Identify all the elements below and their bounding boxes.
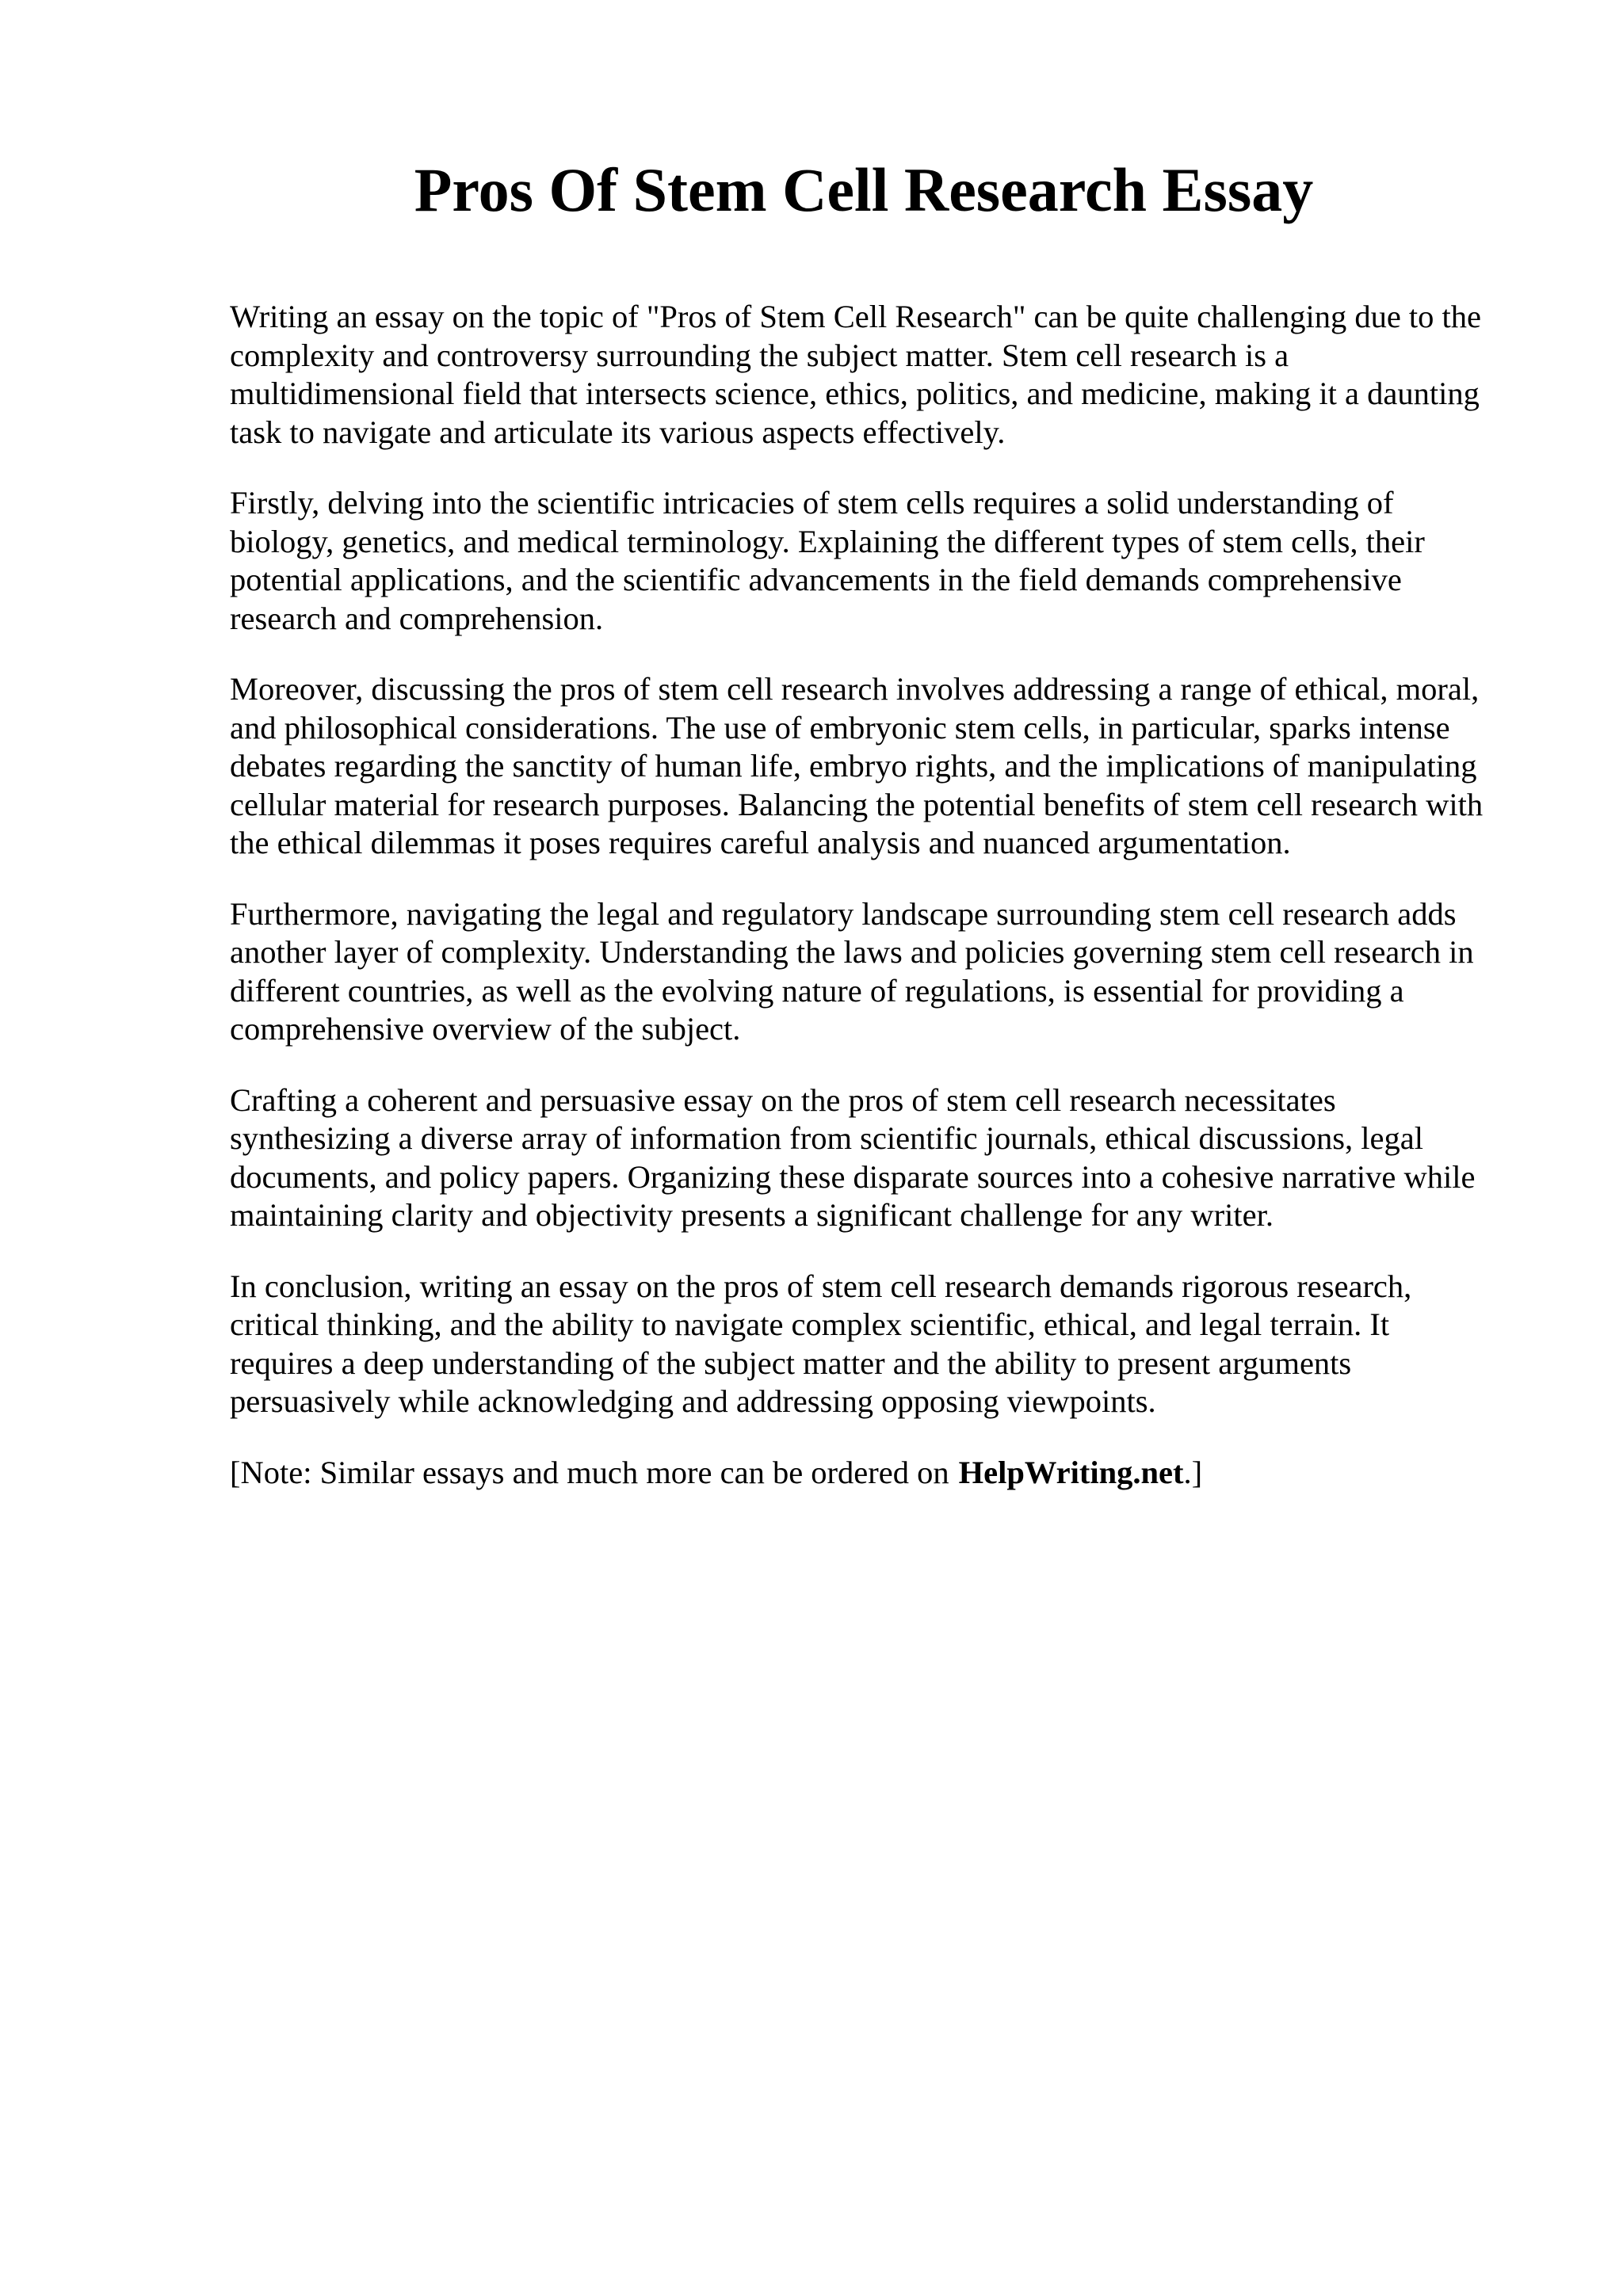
text-line: and philosophical considerations. The use of embryonic stem cells, in particular, sparks intense — [230, 709, 1450, 746]
text-line: persuasively while acknowledging and addressing opposing viewpoints. — [230, 1383, 1156, 1419]
essay-body — [230, 298, 1514, 1524]
text-line: another layer of complexity. Understanding the laws and policies governing stem cell research in — [230, 934, 1474, 970]
text-line: task to navigate and articulate its various aspects effectively. — [230, 414, 1006, 450]
text-line: different countries, as well as the evolving nature of regulations, is essential for providing a — [230, 972, 1404, 1009]
text-line: complexity and controversy surrounding the subject matter. Stem cell research is a — [230, 337, 1289, 373]
text-line: comprehensive overview of the subject. — [230, 1011, 741, 1047]
text-line: biology, genetics, and medical terminology. Explaining the different types of stem cells, their — [230, 523, 1425, 559]
note-paragraph — [230, 1454, 1514, 1493]
text-line: debates regarding the sanctity of human life, embryo rights, and the implications of manipulating — [230, 748, 1477, 784]
paragraph-firstly — [230, 484, 1514, 638]
text-line: Crafting a coherent and persuasive essay on the pros of stem cell research necessitates — [230, 1081, 1336, 1118]
text-line: Moreover, discussing the pros of stem cell research involves addressing a range of ethical, moral, — [230, 671, 1480, 707]
paragraph-conclusion — [230, 1268, 1514, 1421]
text-line: multidimensional field that intersects science, ethics, politics, and medicine, making it a daunting — [230, 376, 1480, 411]
paragraph-crafting — [230, 1081, 1514, 1235]
text-line: documents, and policy papers. Organizing these disparate sources into a cohesive narrative while — [230, 1158, 1476, 1195]
text-line: the ethical dilemmas it poses requires careful analysis and nuanced argumentation. — [230, 825, 1291, 860]
note-line — [230, 1454, 1514, 1493]
text-line: synthesizing a diverse array of information from scientific journals, ethical discussions, legal — [230, 1120, 1423, 1156]
paragraph-furthermore — [230, 895, 1514, 1049]
text-line: Firstly, delving into the scientific intricacies of stem cells requires a solid understanding of — [230, 485, 1394, 521]
text-line: critical thinking, and the ability to navigate complex scientific, ethical, and legal terrain. It — [230, 1306, 1390, 1342]
text-line: cellular material for research purposes. Balancing the potential benefits of stem cell research with — [230, 786, 1484, 822]
paragraph-moreover — [230, 670, 1514, 863]
page-title: Pros Of Stem Cell Research Essay — [414, 155, 1314, 224]
note-prefix: [Note: Similar essays and much more can be ordered on — [230, 1454, 949, 1490]
note-suffix: .] — [1183, 1454, 1203, 1490]
text-line: Furthermore, navigating the legal and regulatory landscape surrounding stem cell research adds — [230, 895, 1457, 932]
text-line: In conclusion, writing an essay on the pros of stem cell research demands rigorous research, — [230, 1268, 1412, 1304]
text-line: potential applications, and the scientific advancements in the field demands comprehensive — [230, 562, 1402, 597]
text-line: Writing an essay on the topic of "Pros of Stem Cell Research" can be quite challenging due to the — [230, 299, 1482, 334]
text-line: research and comprehension. — [230, 600, 604, 636]
helpwriting-link[interactable]: HelpWriting.net — [958, 1454, 1184, 1490]
text-line: requires a deep understanding of the subject matter and the ability to present arguments — [230, 1344, 1352, 1381]
paragraph-intro — [230, 298, 1514, 452]
text-line: maintaining clarity and objectivity presents a significant challenge for any writer. — [230, 1197, 1274, 1233]
